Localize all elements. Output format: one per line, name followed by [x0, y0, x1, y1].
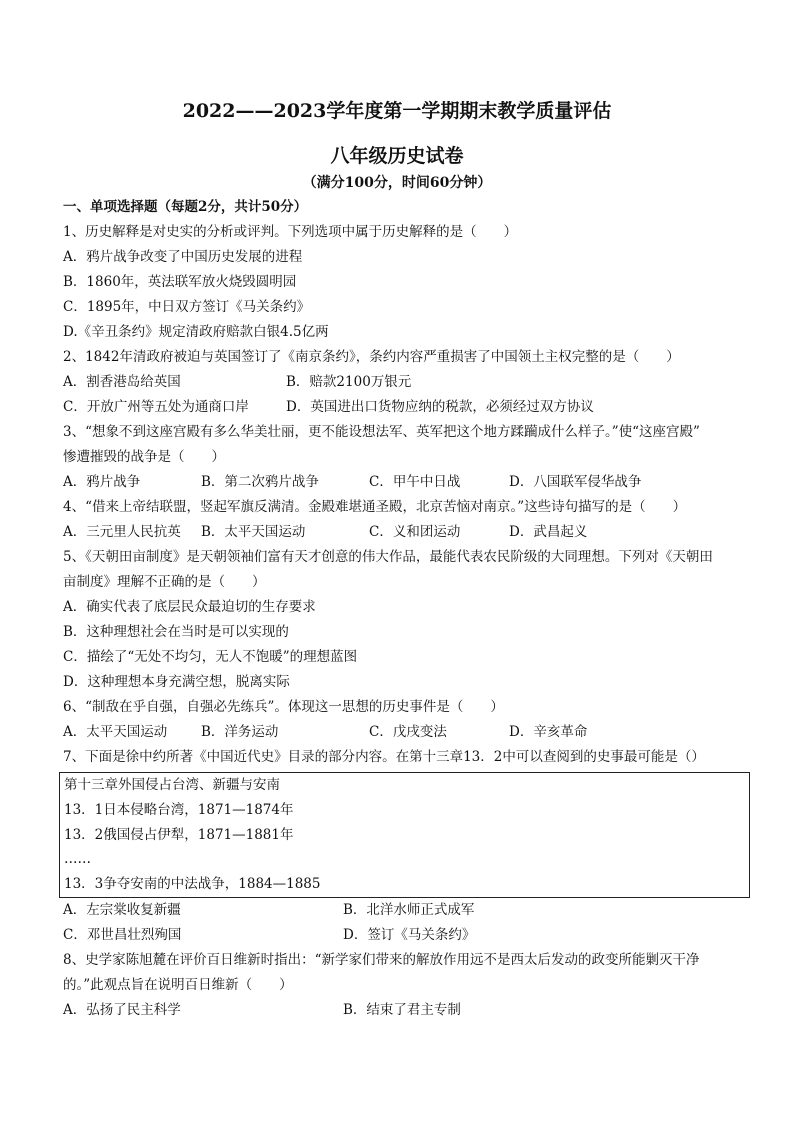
- q7-option-c: C．邓世昌壮烈殉国: [63, 926, 182, 943]
- q7-box-line: 第十三章外国侵占台湾、新疆与安南: [64, 777, 280, 793]
- q6-option-b: B．洋务运动: [201, 724, 279, 740]
- q3-stem-line1: 3、“想象不到这座宫殿有多么华美壮丽，更不能设想法军、英军把这个地方蹂躏成什么样子。”使“这座宫殿”: [63, 424, 700, 440]
- q7-option-b: B．北洋水师正式成军: [343, 901, 475, 918]
- q5-option-c: C．描绘了“无处不均匀，无人不饱暖”的理想蓝图: [63, 649, 358, 665]
- exam-title: 2022——2023学年度第一学期期末教学质量评估: [182, 100, 612, 122]
- q3-option-b: B．第二次鸦片战争: [201, 474, 319, 490]
- q4-options: [63, 520, 743, 545]
- q7-box-line: ……: [64, 851, 91, 868]
- q4-option-a: A．三元里人民抗英: [63, 524, 181, 540]
- q5-option-a: A．确实代表了底层民众最迫切的生存要求: [63, 599, 316, 615]
- q4-option-d: D．武昌起义: [509, 524, 588, 540]
- q3-option-a: A．鸦片战争: [63, 474, 141, 490]
- q8-option-a: A．弘扬了民主科学: [63, 1001, 181, 1018]
- q3-option-d: D．八国联军侵华战争: [509, 474, 642, 490]
- q1-stem: 1、历史解释是对史实的分析或评判。下列选项中属于历史解释的是（ ）: [63, 224, 518, 240]
- q7-box-line: 13．2俄国侵占伊犁，1871—1881年: [64, 826, 294, 843]
- exam-note: （满分100分，时间60分钟）: [302, 175, 492, 191]
- q6-option-a: A．太平天国运动: [63, 724, 168, 740]
- q2-stem: 2、1842年清政府被迫与英国签订了《南京条约》，条约内容严重损害了中国领土主权完整的是（ ）: [63, 349, 680, 365]
- q6-option-c: C．戊戌变法: [369, 724, 447, 740]
- q2-options-row2: [63, 395, 743, 420]
- section-heading: 一、单项选择题（每题2分，共计50分）: [63, 199, 308, 215]
- q7-options-row1: [63, 898, 743, 923]
- q5-stem-line1: 5、《天朝田亩制度》是天朝领袖们富有天才创意的伟大作品，最能代表农民阶级的大同理想。下列对《天朝田: [63, 549, 713, 565]
- q5-stem-line2: 亩制度》理解不正确的是（ ）: [63, 574, 266, 590]
- q7-option-d: D．签订《马关条约》: [343, 926, 476, 943]
- q2-option-c: C．开放广州等五处为通商口岸: [63, 399, 249, 415]
- q8-options-row1: [63, 998, 743, 1023]
- q3-options: [63, 470, 743, 495]
- q3-stem-line2: 惨遭摧毁的战争是（ ）: [63, 449, 225, 465]
- q1-option-b: B．1860年，英法联军放火烧毁圆明园: [63, 274, 297, 290]
- q8-stem-line1: 8、史学家陈旭麓在评价百日维新时指出：“新学家们带来的解放作用远不是西太后发动的政变所能剿灭干净: [63, 951, 700, 968]
- q6-stem: 6、“制敌在乎自强，自强必先练兵”。体现这一思想的历史事件是（ ）: [63, 699, 504, 715]
- q4-option-b: B．太平天国运动: [201, 524, 306, 540]
- q2-option-b: B．赔款2100万银元: [286, 374, 412, 390]
- exam-content: [63, 195, 743, 1023]
- q6-options: [63, 720, 743, 745]
- q3-option-c: C．甲午中日战: [369, 474, 461, 490]
- exam-subtitle: 八年级历史试卷: [330, 145, 464, 167]
- q1-option-c: C．1895年，中日双方签订《马关条约》: [63, 299, 311, 315]
- q7-table-of-contents-box: [59, 772, 750, 898]
- q7-stem: 7、下面是徐中约所著《中国近代史》目录的部分内容。在第十三章13．2中可以查阅到的史事最可能是（）: [63, 749, 705, 765]
- q1-option-d: D.《辛丑条约》规定清政府赔款白银4.5亿两: [63, 324, 329, 340]
- q6-option-d: D．辛亥革命: [509, 724, 588, 740]
- q4-stem: 4、“借来上帝结联盟，竖起军旗反满清。金殿难堪通圣殿，北京苦恼对南京。”这些诗句描写的是（ ）: [63, 499, 687, 515]
- q5-option-b: B．这种理想社会在当时是可以实现的: [63, 624, 289, 640]
- q7-box-line: 13．3争夺安南的中法战争，1884—1885: [64, 876, 321, 893]
- q7-box-line: 13．1日本侵略台湾，1871—1874年: [64, 801, 294, 818]
- q7-options-row2: [63, 923, 743, 948]
- q5-option-d: D．这种理想本身充满空想，脱离实际: [63, 674, 290, 690]
- q2-options-row1: [63, 370, 743, 395]
- q1-option-a: A．鸦片战争改变了中国历史发展的进程: [63, 249, 303, 265]
- q8-stem-line2: 的。”此观点旨在说明百日维新（ ）: [63, 976, 293, 993]
- q8-option-b: B．结束了君主专制: [343, 1001, 461, 1018]
- q4-option-c: C．义和团运动: [369, 524, 461, 540]
- q7-option-a: A．左宗棠收复新疆: [63, 901, 181, 918]
- q2-option-a: A．割香港岛给英国: [63, 374, 181, 390]
- q2-option-d: D．英国进出口货物应纳的税款，必须经过双方协议: [286, 399, 594, 415]
